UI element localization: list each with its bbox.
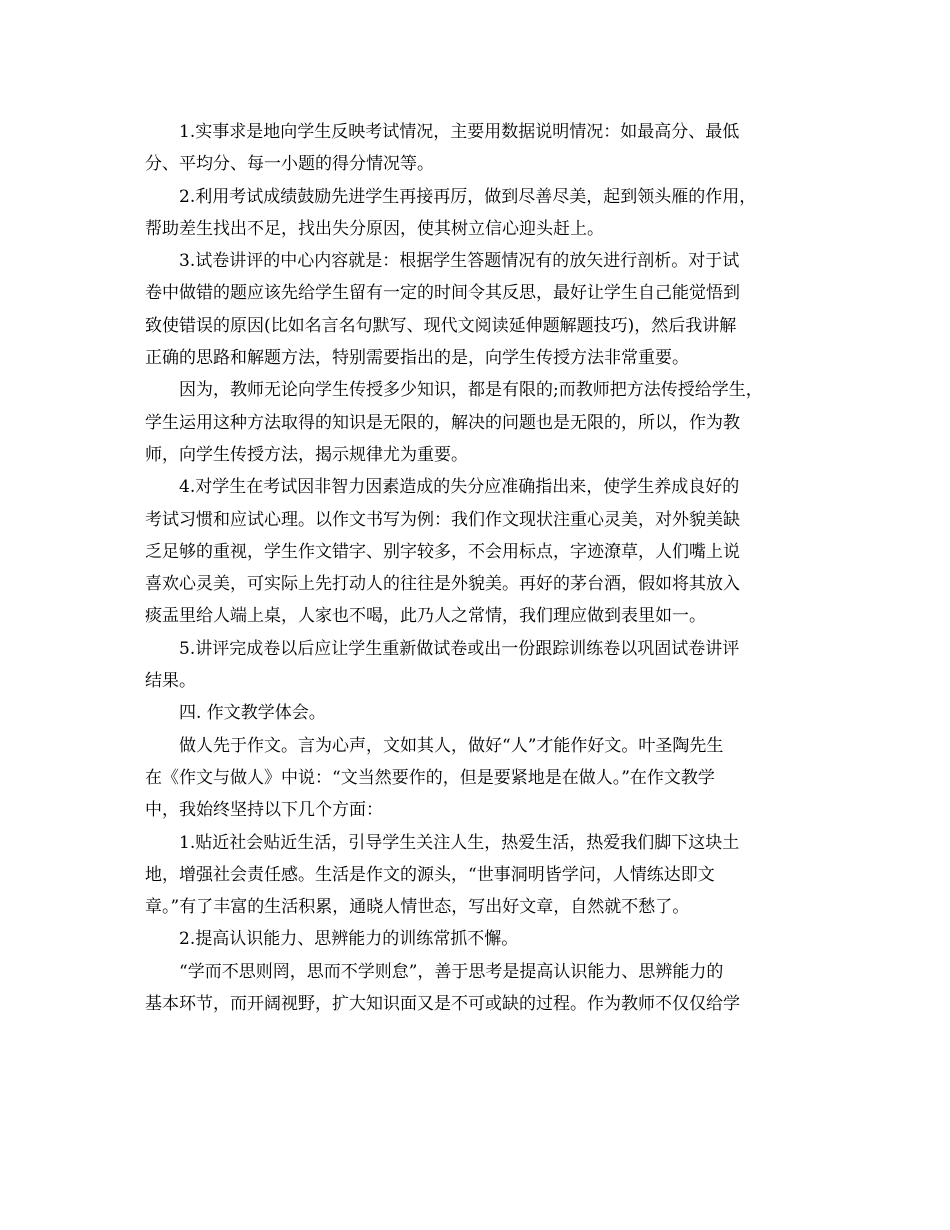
text-line: 帮助差生找出不足，找出失分原因，使其树立信心迎头赶上。 (145, 218, 604, 239)
text-line: 学生运用这种方法取得的知识是无限的，解决的问题也是无限的，所以，作为教 (145, 412, 740, 433)
text-line: “学而不思则罔，思而不学则怠”，善于思考是提高认识能力、思辨能力的 (179, 961, 724, 982)
text-line: 致使错误的原因(比如名言名句默写、现代文阅读延伸题解题技巧)，然后我讲解 (145, 315, 737, 336)
text-line: 做人先于作文。言为心声，文如其人，做好“人”才能作好文。叶圣陶先生 (179, 735, 724, 756)
text-line: 2.提高认识能力、思辨能力的训练常抓不懈。 (179, 929, 519, 950)
document-body (145, 116, 815, 1020)
text-line: 基本环节，而开阔视野，扩大知识面又是不可或缺的过程。作为教师不仅仅给学 (145, 994, 740, 1015)
text-line: 中，我始终坚持以下几个方面： (145, 800, 383, 821)
text-line: 四. 作文教学体会。 (179, 703, 326, 724)
text-line: 3.试卷讲评的中心内容就是：根据学生答题情况有的放矢进行剖析。对于试 (179, 251, 740, 272)
text-line: 章。”有了丰富的生活积累，通晓人情世态，写出好文章，自然就不愁了。 (145, 897, 690, 918)
text-line: 乏足够的重视，学生作文错字、别字较多，不会用标点，字迹潦草，人们嘴上说 (145, 541, 740, 562)
text-line: 因为，教师无论向学生传授多少知识，都是有限的;而教师把方法传授给学生， (179, 380, 763, 401)
text-line: 卷中做错的题应该先给学生留有一定的时间令其反思，最好让学生自己能觉悟到 (145, 283, 740, 304)
text-line: 2.利用考试成绩鼓励先进学生再接再厉，做到尽善尽美，起到领头雁的作用， (179, 186, 757, 207)
text-line: 在《作文与做人》中说：“文当然要作的，但是要紧地是在做人。”在作文教学 (145, 767, 715, 788)
text-line: 1.实事求是地向学生反映考试情况，主要用数据说明情况：如最高分、最低 (179, 122, 740, 142)
text-line: 结果。 (145, 671, 196, 692)
text-line: 痰盂里给人端上桌，人家也不喝，此乃人之常情，我们理应做到表里如一。 (145, 606, 706, 627)
text-line: 地，增强社会责任感。生活是作文的源头，“世事洞明皆学问，人情练达即文 (145, 864, 715, 885)
text-line: 喜欢心灵美，可实际上先打动人的往往是外貌美。再好的茅台酒，假如将其放入 (145, 574, 740, 595)
text-line: 4.对学生在考试因非智力因素造成的失分应准确指出来，使学生养成良好的 (179, 477, 740, 498)
text-line: 考试习惯和应试心理。以作文书写为例：我们作文现状注重心灵美，对外貌美缺 (145, 509, 740, 530)
text-line: 5.讲评完成卷以后应让学生重新做试卷或出一份跟踪训练卷以巩固试卷讲评 (179, 638, 740, 659)
text-line: 分、平均分、每一小题的得分情况等。 (145, 154, 434, 175)
text-line: 正确的思路和解题方法，特别需要指出的是，向学生传授方法非常重要。 (145, 348, 689, 369)
text-line: 1.贴近社会贴近生活，引导学生关注人生，热爱生活，热爱我们脚下这块土 (179, 832, 740, 853)
text-line: 师，向学生传授方法，揭示规律尤为重要。 (145, 444, 468, 465)
